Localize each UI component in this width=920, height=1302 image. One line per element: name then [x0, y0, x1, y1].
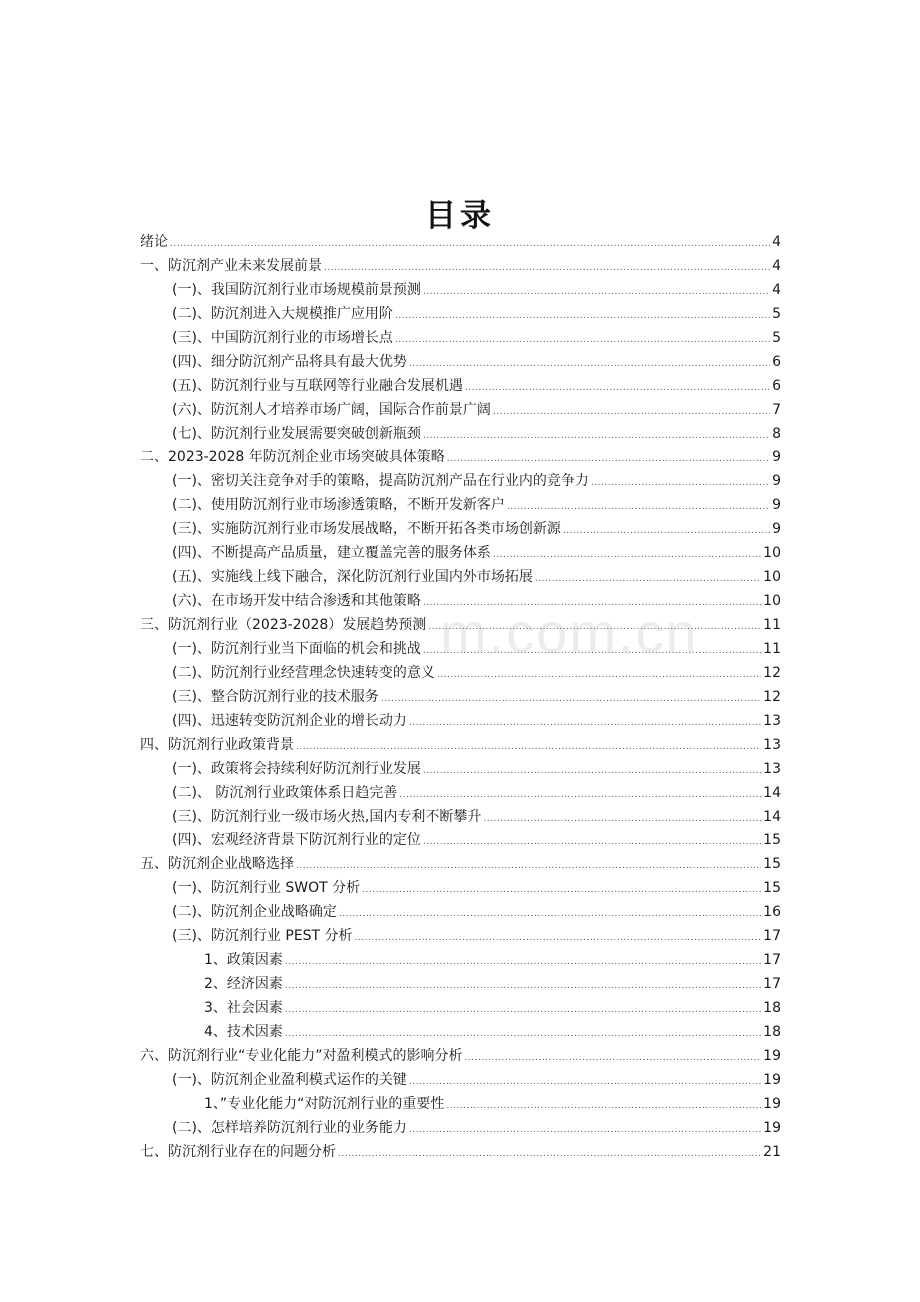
toc-entry[interactable] [140, 303, 781, 327]
toc-entry[interactable] [140, 351, 781, 375]
toc-entry[interactable] [140, 853, 781, 877]
toc-entry-label: (五)、实施线上线下融合，深化防沉剂行业国内外市场拓展 [172, 569, 533, 586]
toc-entry[interactable] [140, 662, 781, 686]
dot-leader [437, 664, 761, 688]
toc-entry-page: 19 [763, 1119, 781, 1136]
toc-entry[interactable] [140, 279, 781, 303]
toc-entry-page: 19 [763, 1047, 781, 1064]
dot-leader [296, 736, 761, 760]
toc-entry-page: 13 [763, 712, 781, 729]
toc-entry[interactable] [140, 518, 781, 542]
dot-leader [324, 257, 770, 281]
toc-entry-label: 1、政策因素 [204, 952, 283, 969]
dot-leader [338, 1143, 761, 1167]
toc-entry[interactable] [140, 1045, 781, 1069]
toc-entry-label: (一)、防沉剂企业盈利模式运作的关键 [172, 1071, 407, 1088]
toc-entry-label: (三)、整合防沉剂行业的技术服务 [172, 688, 379, 705]
dot-leader [591, 472, 770, 496]
toc-entry[interactable] [140, 446, 781, 470]
dot-leader [285, 951, 761, 975]
toc-entry-label: 五、防沉剂企业战略选择 [140, 856, 294, 873]
toc-entry[interactable] [140, 901, 781, 925]
toc-entry-label: (三)、防沉剂行业一级市场火热,国内专利不断攀升 [172, 808, 482, 825]
dot-leader [423, 831, 761, 855]
toc-entry-page: 17 [763, 976, 781, 993]
dot-leader [409, 1071, 761, 1095]
toc-entry-page: 13 [763, 736, 781, 753]
toc-entry-page: 12 [763, 664, 781, 681]
toc-entry[interactable] [140, 255, 781, 279]
toc-entry-label: 4、技术因素 [204, 1023, 283, 1040]
toc-entry-page: 4 [772, 257, 781, 274]
toc-entry[interactable] [140, 375, 781, 399]
dot-leader [355, 927, 762, 951]
toc-entry[interactable] [140, 638, 781, 662]
dot-leader [423, 760, 761, 784]
toc-entry-page: 7 [772, 401, 781, 418]
dot-leader [465, 1047, 762, 1071]
dot-leader [423, 640, 761, 664]
toc-entry-page: 15 [763, 880, 781, 897]
toc-entry-label: (七)、防沉剂行业发展需要突破创新瓶颈 [172, 425, 421, 442]
toc-entry-label: 七、防沉剂行业存在的问题分析 [140, 1143, 336, 1160]
dot-leader [535, 568, 761, 592]
toc-entry-page: 6 [772, 353, 781, 370]
toc-entry-label: 1、”专业化能力“对防沉剂行业的重要性 [204, 1095, 445, 1112]
toc-entry[interactable] [140, 710, 781, 734]
toc-entry-label: (三)、实施防沉剂行业市场发展战略，不断开拓各类市场创新源 [172, 521, 561, 538]
toc-entry[interactable] [140, 829, 781, 853]
toc-entry[interactable] [140, 734, 781, 758]
toc-entry-page: 10 [763, 569, 781, 586]
dot-leader [285, 975, 761, 999]
toc-entry-page: 21 [763, 1143, 781, 1160]
dot-leader [409, 712, 761, 736]
toc-entry-label: 3、社会因素 [204, 1000, 283, 1016]
toc-entry-page: 9 [772, 521, 781, 538]
toc-entry-page: 14 [763, 808, 781, 825]
dot-leader [409, 353, 770, 377]
toc-entry-page: 19 [763, 1095, 781, 1112]
toc-entry-label: 绪论 [140, 234, 168, 250]
watermark-text: m.com.cn [440, 601, 699, 664]
toc-entry-label: (一)、密切关注竞争对手的策略，提高防沉剂产品在行业内的竞争力 [172, 473, 589, 490]
toc-entry[interactable] [140, 1093, 781, 1117]
toc-entry-page: 11 [763, 617, 781, 633]
toc-entry[interactable] [140, 949, 781, 973]
dot-leader [423, 425, 770, 449]
toc-entry-label: (四)、迅速转变防沉剂企业的增长动力 [172, 712, 407, 729]
toc-entry-label: 六、防沉剂行业“专业化能力”对盈利模式的影响分析 [140, 1047, 463, 1064]
toc-entry-page: 8 [772, 425, 781, 442]
toc-entry[interactable] [140, 997, 781, 1021]
toc-entry[interactable] [140, 566, 781, 590]
toc-entry-page: 9 [772, 473, 781, 490]
toc-entry-label: (二)、防沉剂企业战略确定 [172, 904, 337, 921]
toc-entry-page: 13 [763, 760, 781, 777]
toc-entry-page: 10 [763, 593, 781, 610]
toc-entry[interactable] [140, 231, 781, 255]
toc-entry[interactable] [140, 614, 781, 638]
toc-entry-page: 19 [763, 1071, 781, 1088]
toc-entry-label: (二)、防沉剂行业经营理念快速转变的意义 [172, 664, 435, 681]
dot-leader [399, 784, 761, 808]
dot-leader [381, 688, 761, 712]
toc-entry[interactable] [140, 470, 781, 494]
toc-entry-page: 18 [763, 1023, 781, 1040]
toc-entry-label: (三)、防沉剂行业 PEST 分析 [172, 928, 353, 945]
toc-entry-page: 10 [763, 545, 781, 562]
toc-entry-page: 18 [763, 1000, 781, 1016]
toc-entry-label: (二)、 防沉剂行业政策体系日趋完善 [172, 784, 398, 801]
toc-entry-page: 5 [772, 305, 781, 322]
toc-entry[interactable] [140, 590, 781, 614]
dot-leader [409, 1119, 761, 1143]
toc-entry-page: 15 [763, 832, 781, 849]
dot-leader [446, 1095, 761, 1119]
toc-entry-page: 17 [763, 928, 781, 945]
toc-entry-label: 一、防沉剂产业未来发展前景 [140, 257, 322, 274]
toc-entry[interactable] [140, 877, 781, 901]
toc-entry-page: 9 [772, 449, 781, 466]
toc-entry-page: 6 [772, 377, 781, 394]
toc-entry[interactable] [140, 542, 781, 566]
dot-leader [170, 233, 770, 257]
toc-entry-page: 17 [763, 952, 781, 969]
toc-entry-label: (六)、防沉剂人才培养市场广阔，国际合作前景广阔 [172, 401, 491, 418]
toc-entry-label: (一)、防沉剂行业当下面临的机会和挑战 [172, 640, 421, 657]
toc-entry-label: (四)、不断提高产品质量，建立覆盖完善的服务体系 [172, 545, 491, 562]
dot-leader [395, 329, 770, 353]
toc-entry-label: (五)、防沉剂行业与互联网等行业融合发展机遇 [172, 377, 463, 394]
toc-entry-label: 2、经济因素 [204, 976, 283, 993]
toc-entry-label: (一)、政策将会持续利好防沉剂行业发展 [172, 760, 421, 777]
toc-entry[interactable] [140, 399, 781, 423]
dot-leader [483, 808, 761, 832]
toc-entry[interactable] [140, 758, 781, 782]
toc-entry[interactable] [140, 806, 781, 830]
toc-entry-page: 12 [763, 688, 781, 705]
toc-entry-page: 15 [763, 856, 781, 873]
toc-entry[interactable] [140, 423, 781, 447]
toc-entry[interactable] [140, 782, 781, 806]
toc-entry-page: 9 [772, 497, 781, 514]
dot-leader [428, 616, 761, 640]
toc-entry-label: (四)、细分防沉剂产品将具有最大优势 [172, 353, 407, 370]
toc-entry[interactable] [140, 925, 781, 949]
dot-leader [339, 903, 761, 927]
toc-title: 目录 [425, 198, 495, 234]
toc-entry[interactable] [140, 327, 781, 351]
toc-entry-label: (一)、我国防沉剂行业市场规模前景预测 [172, 281, 421, 298]
toc-entry-page: 4 [772, 234, 781, 250]
toc-entry-label: (二)、使用防沉剂行业市场渗透策略，不断开发新客户 [172, 497, 505, 514]
dot-leader [447, 448, 770, 472]
toc-entry-label: (四)、宏观经济背景下防沉剂行业的定位 [172, 832, 421, 849]
toc-entry[interactable] [140, 686, 781, 710]
dot-leader [362, 879, 761, 903]
dot-leader [493, 401, 770, 425]
toc-entry[interactable] [140, 973, 781, 997]
dot-leader [423, 592, 761, 616]
toc-entry-label: (六)、在市场开发中结合渗透和其他策略 [172, 593, 421, 610]
dot-leader [465, 377, 770, 401]
dot-leader [285, 1023, 761, 1047]
toc-entry-label: (二)、怎样培养防沉剂行业的业务能力 [172, 1119, 407, 1136]
dot-leader [493, 544, 761, 568]
toc-entry[interactable] [140, 1117, 781, 1141]
toc-entry-page: 11 [763, 640, 781, 657]
table-of-contents [140, 231, 781, 1165]
dot-leader [423, 281, 770, 305]
toc-entry-label: (三)、中国防沉剂行业的市场增长点 [172, 329, 393, 346]
dot-leader [285, 999, 761, 1023]
toc-entry-page: 16 [763, 904, 781, 921]
dot-leader [296, 855, 761, 879]
dot-leader [395, 305, 770, 329]
dot-leader [563, 520, 770, 544]
toc-entry[interactable] [140, 1069, 781, 1093]
toc-entry[interactable] [140, 1141, 781, 1165]
toc-entry-page: 4 [772, 281, 781, 298]
toc-entry[interactable] [140, 1021, 781, 1045]
toc-entry-page: 14 [763, 784, 781, 801]
dot-leader [507, 496, 770, 520]
toc-entry[interactable] [140, 494, 781, 518]
toc-entry-label: (一)、防沉剂行业 SWOT 分析 [172, 880, 361, 897]
toc-entry-label: 二、2023-2028 年防沉剂企业市场突破具体策略 [140, 449, 445, 466]
toc-entry-label: 四、防沉剂行业政策背景 [140, 736, 294, 753]
toc-entry-page: 5 [772, 329, 781, 346]
toc-entry-label: 三、防沉剂行业（2023-2028）发展趋势预测 [140, 617, 427, 633]
toc-entry-label: (二)、防沉剂进入大规模推广应用阶 [172, 305, 393, 322]
